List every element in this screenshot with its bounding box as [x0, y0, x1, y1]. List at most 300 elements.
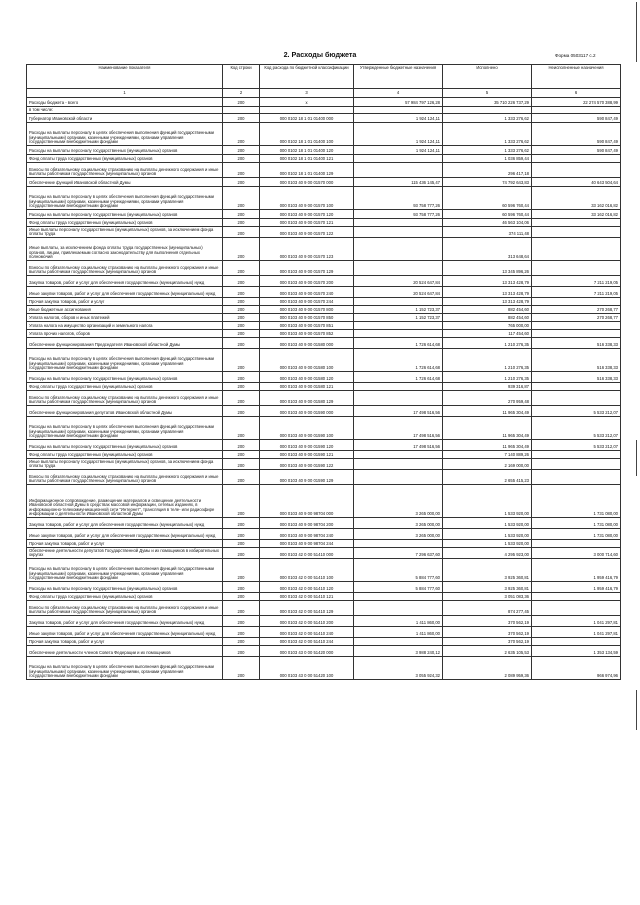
row-unexecuted-cell: 5 533 212,07	[532, 417, 621, 440]
row-approved-cell: 3 265 000,00	[354, 485, 443, 518]
table-row	[27, 276, 621, 287]
row-approved-cell: 3 988 240,12	[354, 646, 443, 657]
table-row	[27, 163, 621, 178]
row-executed-cell: 1 533 920,00	[443, 540, 532, 548]
column-number: 2	[223, 89, 260, 98]
row-name-cell: Расходы на выплаты персоналу государственных (муниципальных) органов	[27, 372, 223, 383]
row-kbk-cell: 000 0103 40 9 00 01580 121	[260, 383, 354, 391]
form-code: Форма 0503117 с.2	[555, 53, 596, 58]
row-kbk-cell: 000 0103 43 0 00 51420 000	[260, 646, 354, 657]
row-name-cell: Обеспечение деятельности депутатов Государственной Думы и их помощников в избирательных округах	[27, 548, 223, 559]
row-code-cell: 200	[223, 322, 260, 330]
row-code-cell: 200	[223, 459, 260, 470]
row-approved-cell: 93 758 777,26	[354, 210, 443, 219]
row-kbk-cell: 000 0103 40 9 00 01570 120	[260, 210, 354, 219]
row-unexecuted-cell: 1 959 416,79	[532, 582, 621, 593]
row-name-cell: Расходы на выплаты персоналу государственных (муниципальных) органов	[27, 440, 223, 451]
row-executed-cell: 370 562,19	[443, 627, 532, 638]
row-code-cell: 200	[223, 210, 260, 219]
row-approved-cell: 1 726 614,68	[354, 372, 443, 383]
table-row	[27, 123, 621, 146]
row-code-cell: 200	[223, 548, 260, 559]
row-unexecuted-cell	[532, 470, 621, 485]
row-executed-cell: 374 111,48	[443, 227, 532, 238]
row-executed-cell: 370 562,19	[443, 638, 532, 646]
row-code-cell: 200	[223, 98, 260, 107]
row-kbk-cell: 000 0103 42 0 00 51410 100	[260, 559, 354, 582]
row-approved-cell	[354, 227, 443, 238]
row-code-cell: 200	[223, 417, 260, 440]
row-code-cell: 200	[223, 330, 260, 338]
row-approved-cell	[354, 593, 443, 601]
row-kbk-cell: 000 0102 18 1 01 01400 121	[260, 155, 354, 163]
row-code-cell: 200	[223, 123, 260, 146]
row-executed-cell: 11 965 304,49	[443, 406, 532, 417]
row-code-cell: 200	[223, 187, 260, 210]
table-row	[27, 238, 621, 261]
row-code-cell: 200	[223, 657, 260, 680]
table-body	[27, 98, 621, 680]
row-name-cell: Расходы на выплаты персоналу в целях обеспечения выполнения функций государственными (муниципальными) органами, казенными учреждениями, органами управления государственными внебюджетными фондами	[27, 417, 223, 440]
row-name-cell: Обеспечение функций Ивановской областной Думы	[27, 178, 223, 187]
table-row	[27, 219, 621, 227]
row-executed-cell: 313 648,64	[443, 238, 532, 261]
row-kbk-cell: 000 0103 40 9 00 98704 240	[260, 529, 354, 540]
row-code-cell: 200	[223, 391, 260, 406]
table-row	[27, 582, 621, 593]
row-name-cell: Закупка товаров, работ и услуг для обеспечения государственных (муниципальных) нужд	[27, 616, 223, 627]
column-number: 6	[532, 89, 621, 98]
row-name-cell: Расходы бюджета - всего	[27, 98, 223, 107]
table-row	[27, 287, 621, 298]
row-code-cell	[223, 107, 260, 114]
row-approved-cell: 1 924 124,11	[354, 123, 443, 146]
row-kbk-cell: 000 0103 40 9 00 01570 851	[260, 322, 354, 330]
row-executed-cell: 1 333 276,62	[443, 114, 532, 123]
row-unexecuted-cell	[532, 383, 621, 391]
row-executed-cell: 3 925 360,81	[443, 559, 532, 582]
table-row	[27, 657, 621, 680]
row-kbk-cell: 000 0103 40 9 00 01590 120	[260, 440, 354, 451]
row-code-cell: 200	[223, 298, 260, 306]
table-row	[27, 372, 621, 383]
table-row	[27, 210, 621, 219]
row-executed-cell: 13 345 896,26	[443, 261, 532, 276]
row-executed-cell: 270 959,48	[443, 391, 532, 406]
row-name-cell: Обеспечение деятельности членов Совета Федерации и их помощников	[27, 646, 223, 657]
table-row	[27, 470, 621, 485]
row-executed-cell: 2 169 000,00	[443, 459, 532, 470]
row-approved-cell	[354, 383, 443, 391]
row-code-cell: 200	[223, 470, 260, 485]
row-code-cell: 200	[223, 306, 260, 314]
row-code-cell: 200	[223, 163, 260, 178]
row-kbk-cell: 000 0103 40 9 00 01580 120	[260, 372, 354, 383]
row-name-cell: Обеспечение функционирования Председателя Ивановской областной Думы	[27, 338, 223, 349]
row-name-cell: Иные выплаты персоналу государственных (муниципальных) органов, за исключением фонда оплаты труда	[27, 227, 223, 238]
row-approved-cell	[354, 298, 443, 306]
row-code-cell: 200	[223, 276, 260, 287]
row-name-cell: Закупка товаров, работ и услуг для обеспечения государственных (муниципальных) нужд	[27, 276, 223, 287]
row-name-cell: Закупка товаров, работ и услуг для обеспечения государственных (муниципальных) нужд	[27, 518, 223, 529]
row-name-cell: Взносы по обязательному социальному страхованию на выплаты денежного содержания и иные выплаты работникам государственных (муниципальных) органов	[27, 391, 223, 406]
row-approved-cell: 20 524 647,84	[354, 287, 443, 298]
row-executed-cell: 874 277,45	[443, 601, 532, 616]
row-kbk-cell: 000 0103 40 9 00 01590 000	[260, 406, 354, 417]
row-kbk-cell: 000 0103 40 9 00 01590 121	[260, 451, 354, 459]
row-kbk-cell: 000 0102 18 1 01 01400 120	[260, 146, 354, 155]
row-code-cell: 200	[223, 372, 260, 383]
row-name-cell: Расходы на выплаты персоналу в целях обеспечения выполнения функций государственными (муниципальными) органами, казенными учреждениями, органами управления государственными внебюджетными фондами	[27, 657, 223, 680]
row-kbk-cell: 000 0103 42 0 00 51410 129	[260, 601, 354, 616]
column-number-row	[27, 89, 621, 98]
row-code-cell: 200	[223, 646, 260, 657]
row-unexecuted-cell: 590 847,49	[532, 146, 621, 155]
row-approved-cell: 93 758 777,26	[354, 187, 443, 210]
table-row	[27, 98, 621, 107]
row-name-cell: Расходы на выплаты персоналу в целях обеспечения выполнения функций государственными (муниципальными) органами, казенными учреждениями, органами управления государственными внебюджетными фондами	[27, 123, 223, 146]
row-kbk-cell: 000 0103 40 9 00 98704 244	[260, 540, 354, 548]
row-unexecuted-cell	[532, 227, 621, 238]
row-executed-cell: 7 140 889,26	[443, 451, 532, 459]
row-executed-cell: 1 210 276,35	[443, 372, 532, 383]
row-approved-cell: 5 884 777,60	[354, 582, 443, 593]
row-executed-cell: 1 533 920,00	[443, 485, 532, 518]
row-unexecuted-cell: 1 041 297,81	[532, 627, 621, 638]
table-row	[27, 314, 621, 322]
row-name-cell: Фонд оплаты труда государственных (муниципальных) органов	[27, 593, 223, 601]
row-code-cell: 200	[223, 261, 260, 276]
row-kbk-cell	[260, 107, 354, 114]
row-approved-cell: 20 524 647,84	[354, 276, 443, 287]
table-row	[27, 601, 621, 616]
table-row	[27, 440, 621, 451]
row-executed-cell: 74 792 643,83	[443, 178, 532, 187]
row-unexecuted-cell	[532, 322, 621, 330]
table-row	[27, 114, 621, 123]
row-kbk-cell: 000 0103 42 0 00 51410 200	[260, 616, 354, 627]
header-row	[27, 65, 621, 89]
row-approved-cell	[354, 391, 443, 406]
row-executed-cell: 46 563 104,06	[443, 219, 532, 227]
row-approved-cell: 17 498 516,56	[354, 440, 443, 451]
row-approved-cell	[354, 163, 443, 178]
row-name-cell: Уплата налогов, сборов и иных платежей	[27, 314, 223, 322]
row-name-cell: Взносы по обязательному социальному страхованию на выплаты денежного содержания и иные выплаты работникам государственных (муниципальных) органов	[27, 163, 223, 178]
row-name-cell: Расходы на выплаты персоналу государственных (муниципальных) органов	[27, 146, 223, 155]
row-unexecuted-cell: 516 338,33	[532, 372, 621, 383]
row-unexecuted-cell: 7 211 219,05	[532, 276, 621, 287]
table-row	[27, 459, 621, 470]
header-executed: Исполнено	[443, 65, 532, 89]
row-kbk-cell: 000 0103 40 9 00 01570 240	[260, 287, 354, 298]
row-code-cell: 200	[223, 638, 260, 646]
row-name-cell: Иные закупки товаров, работ и услуг для обеспечения государственных (муниципальных) нужд	[27, 529, 223, 540]
row-code-cell: 200	[223, 540, 260, 548]
row-executed-cell: 3 925 360,81	[443, 582, 532, 593]
row-kbk-cell: 000 0103 40 9 00 01590 100	[260, 417, 354, 440]
row-kbk-cell: 000 0103 42 0 00 51410 120	[260, 582, 354, 593]
row-code-cell: 200	[223, 406, 260, 417]
table-header	[27, 65, 621, 98]
row-kbk-cell: 000 0103 42 0 00 51410 121	[260, 593, 354, 601]
row-unexecuted-cell	[532, 238, 621, 261]
row-executed-cell: 765 000,00	[443, 322, 532, 330]
row-approved-cell: 1 924 124,11	[354, 146, 443, 155]
table-row	[27, 593, 621, 601]
table-row	[27, 646, 621, 657]
row-name-cell: Иные закупки товаров, работ и услуг для обеспечения государственных (муниципальных) нужд	[27, 287, 223, 298]
row-approved-cell: 3 265 000,00	[354, 529, 443, 540]
row-executed-cell: 1 036 859,44	[443, 155, 532, 163]
row-executed-cell	[443, 107, 532, 114]
row-code-cell: 200	[223, 440, 260, 451]
row-code-cell: 200	[223, 178, 260, 187]
table-row	[27, 227, 621, 238]
row-kbk-cell: 000 0103 42 0 00 51410 000	[260, 548, 354, 559]
row-unexecuted-cell	[532, 298, 621, 306]
row-approved-cell: 1 411 860,00	[354, 616, 443, 627]
row-kbk-cell: 000 0103 40 9 00 01570 852	[260, 330, 354, 338]
row-code-cell: 200	[223, 582, 260, 593]
row-executed-cell: 882 454,60	[443, 306, 532, 314]
row-code-cell: 200	[223, 314, 260, 322]
row-kbk-cell: 000 0103 42 0 00 51410 240	[260, 627, 354, 638]
row-unexecuted-cell: 966 974,96	[532, 657, 621, 680]
row-executed-cell: 939 316,87	[443, 383, 532, 391]
row-kbk-cell: 000 0103 40 9 00 98704 200	[260, 518, 354, 529]
row-executed-cell: 13 313 428,79	[443, 287, 532, 298]
row-approved-cell	[354, 330, 443, 338]
row-unexecuted-cell	[532, 261, 621, 276]
row-kbk-cell: 000 0103 40 9 00 01580 100	[260, 349, 354, 372]
row-unexecuted-cell: 590 847,49	[532, 123, 621, 146]
row-kbk-cell: x	[260, 98, 354, 107]
row-kbk-cell: 000 0103 40 9 00 01570 121	[260, 219, 354, 227]
row-unexecuted-cell: 5 533 212,07	[532, 406, 621, 417]
row-unexecuted-cell: 590 847,49	[532, 114, 621, 123]
row-code-cell: 200	[223, 518, 260, 529]
row-kbk-cell: 000 0103 42 0 00 51410 244	[260, 638, 354, 646]
row-unexecuted-cell	[532, 330, 621, 338]
row-name-cell: Расходы на выплаты персоналу государственных (муниципальных) органов	[27, 582, 223, 593]
row-unexecuted-cell: 270 268,77	[532, 306, 621, 314]
row-code-cell: 200	[223, 114, 260, 123]
row-approved-cell	[354, 601, 443, 616]
table-row	[27, 155, 621, 163]
row-name-cell: Губернатор Ивановской области	[27, 114, 223, 123]
row-approved-cell	[354, 219, 443, 227]
row-executed-cell: 11 965 304,49	[443, 417, 532, 440]
row-unexecuted-cell: 1 959 416,79	[532, 559, 621, 582]
row-code-cell: 200	[223, 627, 260, 638]
row-approved-cell: 17 498 516,56	[354, 406, 443, 417]
row-executed-cell: 13 313 428,79	[443, 276, 532, 287]
row-unexecuted-cell: 270 268,77	[532, 314, 621, 322]
row-code-cell: 200	[223, 593, 260, 601]
row-name-cell: в том числе:	[27, 107, 223, 114]
table-row	[27, 306, 621, 314]
table-row	[27, 518, 621, 529]
row-unexecuted-cell: 3 000 714,60	[532, 548, 621, 559]
row-name-cell: Иные бюджетные ассигнования	[27, 306, 223, 314]
row-kbk-cell: 000 0103 40 9 00 01570 122	[260, 227, 354, 238]
row-approved-cell: 3 055 924,32	[354, 657, 443, 680]
row-executed-cell: 1 533 920,00	[443, 529, 532, 540]
row-kbk-cell: 000 0102 18 1 01 01400 129	[260, 163, 354, 178]
table-row	[27, 627, 621, 638]
table-row	[27, 298, 621, 306]
row-executed-cell: 117 454,60	[443, 330, 532, 338]
row-approved-cell: 57 984 797 126,28	[354, 98, 443, 107]
table-row	[27, 616, 621, 627]
row-executed-cell: 370 562,19	[443, 616, 532, 627]
column-number: 3	[260, 89, 354, 98]
row-approved-cell	[354, 238, 443, 261]
row-approved-cell: 1 924 124,11	[354, 114, 443, 123]
row-unexecuted-cell	[532, 107, 621, 114]
row-name-cell: Иные закупки товаров, работ и услуг для обеспечения государственных (муниципальных) нужд	[27, 627, 223, 638]
row-name-cell: Информационное сопровождение, размещение материалов и освещение деятельности Ивановской областной Думы в средствах массовой информации, сетевых изданиях, в информационно-телекоммуникационной сети "Интернет", трансляция в теле- или радиоэфире информации о деятельности Ивановской областной Думы	[27, 485, 223, 518]
row-unexecuted-cell: 516 338,33	[532, 338, 621, 349]
row-kbk-cell: 000 0103 40 9 00 01570 129	[260, 261, 354, 276]
row-code-cell: 200	[223, 238, 260, 261]
table-row	[27, 638, 621, 646]
row-code-cell: 200	[223, 146, 260, 155]
table-row	[27, 417, 621, 440]
row-unexecuted-cell	[532, 540, 621, 548]
row-approved-cell	[354, 322, 443, 330]
row-code-cell: 200	[223, 338, 260, 349]
row-kbk-cell: 000 0102 18 1 01 01400 100	[260, 123, 354, 146]
row-name-cell: Расходы на выплаты персоналу в целях обеспечения выполнения функций государственными (муниципальными) органами, казенными учреждениями, органами управления государственными внебюджетными фондами	[27, 349, 223, 372]
row-unexecuted-cell	[532, 391, 621, 406]
row-kbk-cell: 000 0103 40 9 00 01570 850	[260, 314, 354, 322]
header-kbk: Код расхода по бюджетной классификации	[260, 65, 354, 89]
row-name-cell: Расходы на выплаты персоналу в целях обеспечения выполнения функций государственными (муниципальными) органами, казенными учреждениями, органами управления государственными внебюджетными фондами	[27, 559, 223, 582]
table-row	[27, 485, 621, 518]
row-name-cell: Фонд оплаты труда государственных (муниципальных) органов	[27, 155, 223, 163]
row-unexecuted-cell: 1 353 134,59	[532, 646, 621, 657]
row-name-cell: Фонд оплаты труда государственных (муниципальных) органов	[27, 451, 223, 459]
row-name-cell: Прочая закупка товаров, работ и услуг	[27, 298, 223, 306]
row-approved-cell: 5 884 777,60	[354, 559, 443, 582]
table-row	[27, 178, 621, 187]
row-approved-cell	[354, 638, 443, 646]
table-row	[27, 451, 621, 459]
table-row	[27, 529, 621, 540]
row-approved-cell: 1 152 723,37	[354, 306, 443, 314]
row-name-cell: Обеспечение функционирования депутатов Ивановской областной Думы	[27, 406, 223, 417]
row-approved-cell: 1 726 614,68	[354, 338, 443, 349]
row-executed-cell: 882 454,60	[443, 314, 532, 322]
row-unexecuted-cell	[532, 593, 621, 601]
row-unexecuted-cell	[532, 451, 621, 459]
row-approved-cell: 7 296 637,60	[354, 548, 443, 559]
row-name-cell: Взносы по обязательному социальному страхованию на выплаты денежного содержания и иные выплаты работникам государственных (муниципальных) органов	[27, 261, 223, 276]
row-unexecuted-cell: 1 731 080,00	[532, 485, 621, 518]
row-kbk-cell: 000 0103 40 9 00 01580 000	[260, 338, 354, 349]
row-approved-cell: 1 152 723,37	[354, 314, 443, 322]
row-approved-cell: 1 411 860,00	[354, 627, 443, 638]
row-executed-cell: 35 710 226 737,29	[443, 98, 532, 107]
row-code-cell: 200	[223, 451, 260, 459]
row-kbk-cell: 000 0103 40 9 00 01590 122	[260, 459, 354, 470]
row-approved-cell	[354, 155, 443, 163]
table-row	[27, 540, 621, 548]
table-row	[27, 548, 621, 559]
row-name-cell: Иные выплаты персоналу государственных (муниципальных) органов, за исключением фонда оплаты труда	[27, 459, 223, 470]
table-row	[27, 349, 621, 372]
row-executed-cell: 4 295 923,00	[443, 548, 532, 559]
row-kbk-cell: 000 0103 40 9 00 01570 000	[260, 178, 354, 187]
column-number: 5	[443, 89, 532, 98]
table-row	[27, 146, 621, 155]
row-approved-cell	[354, 540, 443, 548]
row-executed-cell: 1 333 276,62	[443, 123, 532, 146]
row-kbk-cell: 000 0103 40 9 00 98704 000	[260, 485, 354, 518]
row-name-cell: Уплата прочих налогов, сборов	[27, 330, 223, 338]
row-name-cell: Уплата налога на имущество организаций и земельного налога	[27, 322, 223, 330]
row-executed-cell: 60 596 760,44	[443, 187, 532, 210]
row-name-cell: Фонд оплаты труда государственных (муниципальных) органов	[27, 383, 223, 391]
row-approved-cell	[354, 470, 443, 485]
row-executed-cell: 3 051 083,36	[443, 593, 532, 601]
row-kbk-cell: 000 0103 40 9 00 01590 129	[260, 470, 354, 485]
header-line-code: Код строки	[223, 65, 260, 89]
row-executed-cell: 1 210 276,35	[443, 338, 532, 349]
row-code-cell: 200	[223, 601, 260, 616]
header-unexecuted: Неисполненные назначения	[532, 65, 621, 89]
row-kbk-cell: 000 0103 40 9 00 01570 100	[260, 187, 354, 210]
row-executed-cell: 60 596 760,44	[443, 210, 532, 219]
row-code-cell: 200	[223, 349, 260, 372]
table-row	[27, 391, 621, 406]
table-row	[27, 330, 621, 338]
table-row	[27, 338, 621, 349]
row-name-cell: Расходы на выплаты персоналу в целях обеспечения выполнения функций государственными (муниципальными) органами, казенными учреждениями, органами управления государственными внебюджетными фондами	[27, 187, 223, 210]
row-approved-cell: 17 498 516,56	[354, 417, 443, 440]
row-approved-cell: 1 726 614,68	[354, 349, 443, 372]
row-approved-cell	[354, 459, 443, 470]
table-row	[27, 261, 621, 276]
row-executed-cell: 2 089 959,36	[443, 657, 532, 680]
scan-edge-marks	[626, 0, 640, 905]
expenses-table	[26, 64, 621, 680]
row-code-cell: 200	[223, 383, 260, 391]
row-unexecuted-cell: 7 211 219,05	[532, 287, 621, 298]
row-code-cell: 200	[223, 287, 260, 298]
row-approved-cell	[354, 107, 443, 114]
row-unexecuted-cell	[532, 163, 621, 178]
row-code-cell: 200	[223, 485, 260, 518]
row-code-cell: 200	[223, 559, 260, 582]
row-code-cell: 200	[223, 155, 260, 163]
header-name: Наименование показателя	[27, 65, 223, 89]
row-unexecuted-cell: 22 274 570 388,99	[532, 98, 621, 107]
table-row	[27, 187, 621, 210]
table-row	[27, 406, 621, 417]
row-unexecuted-cell: 33 162 016,82	[532, 210, 621, 219]
row-code-cell: 200	[223, 219, 260, 227]
row-kbk-cell: 000 0103 40 9 00 01570 800	[260, 306, 354, 314]
header-approved: Утвержденные бюджетные назначения	[354, 65, 443, 89]
table-row	[27, 322, 621, 330]
row-unexecuted-cell: 516 338,33	[532, 349, 621, 372]
row-code-cell: 200	[223, 227, 260, 238]
row-unexecuted-cell: 5 533 212,07	[532, 440, 621, 451]
row-unexecuted-cell	[532, 601, 621, 616]
